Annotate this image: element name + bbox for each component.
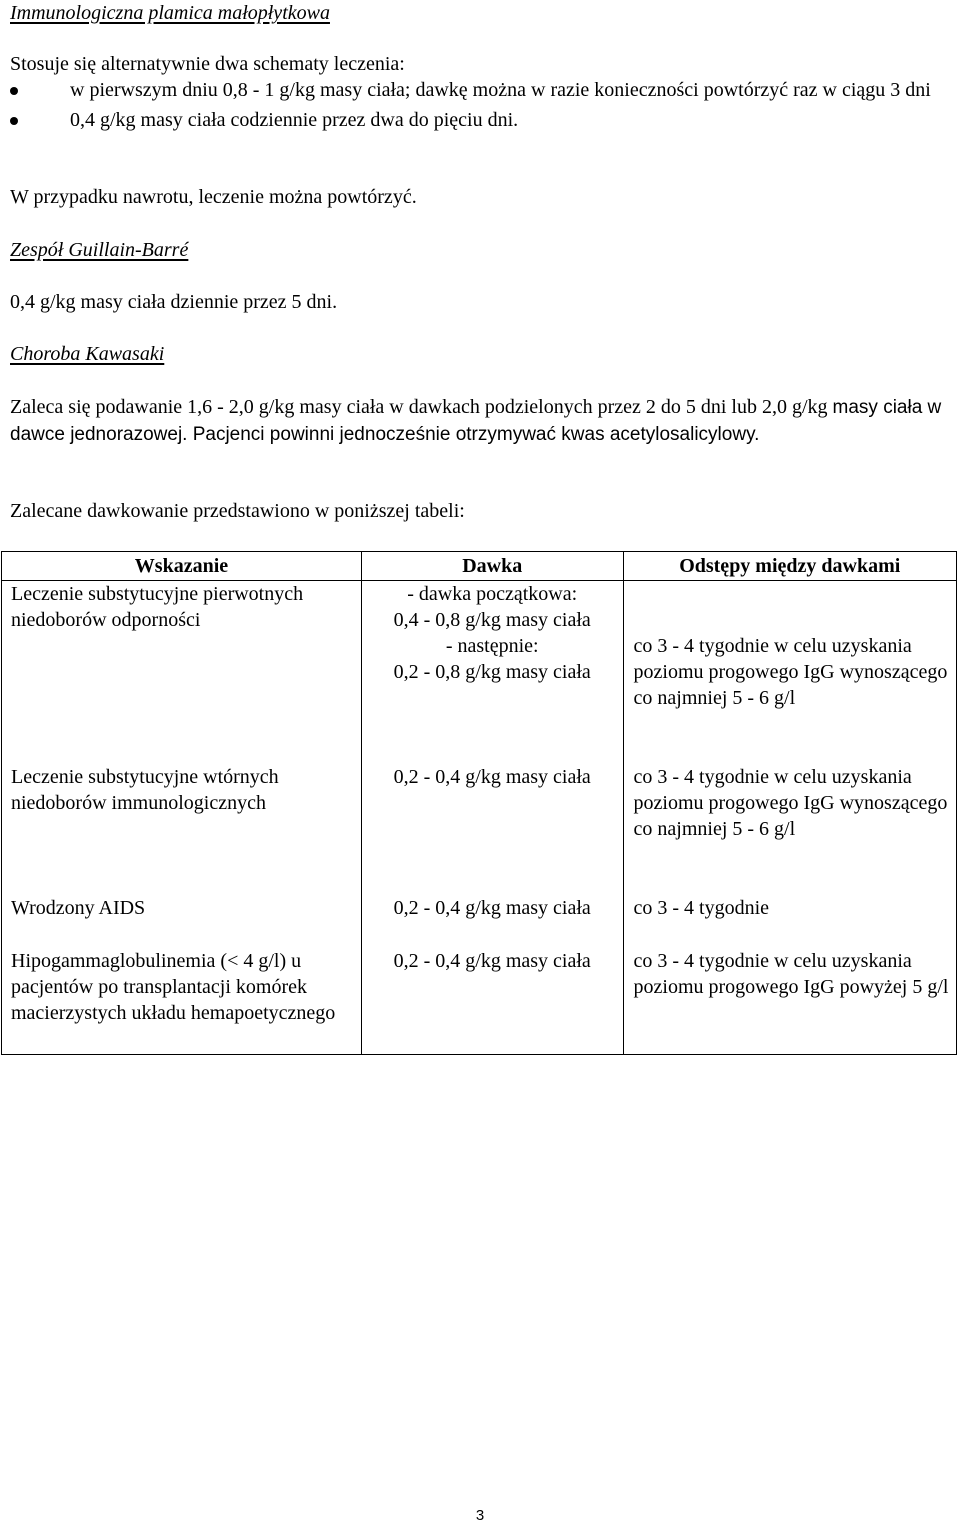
column-header-indication: Wskazanie xyxy=(2,552,362,581)
table-row xyxy=(2,895,957,948)
interval-cell: co 3 - 4 tygodnie w celu uzyskania poziomu progowego IgG powyżej 5 g/l xyxy=(623,948,956,1055)
bullet-icon xyxy=(10,117,18,125)
bullet-icon xyxy=(10,87,18,95)
page-number: 3 xyxy=(475,1507,485,1524)
indication-cell: Hipogammaglobulinemia (< 4 g/l) u pacjentów po transplantacji komórek macierzystych układu hemapoetycznego xyxy=(2,948,362,1055)
dose-line: 0,2 - 0,8 g/kg masy ciała xyxy=(393,661,591,683)
dosage-table xyxy=(1,551,957,1055)
dose-cell: 0,2 - 0,4 g/kg masy ciała xyxy=(361,948,623,1055)
kawasaki-text-part1: Zaleca się podawanie 1,6 - 2,0 g/kg masy ciała w dawkach podzielonych przez 2 do 5 dni lub 2,0 g/kg xyxy=(10,396,828,418)
treatment-intro: Stosuje się alternatywnie dwa schematy leczenia: xyxy=(10,53,405,75)
interval-cell: co 3 - 4 tygodnie xyxy=(623,895,956,948)
indication-cell: Wrodzony AIDS xyxy=(2,895,362,948)
table-intro: Zalecane dawkowanie przedstawiono w poniższej tabeli: xyxy=(10,500,465,522)
section-heading-itp: Immunologiczna plamica małopłytkowa xyxy=(10,2,330,24)
kawasaki-text-part2: masy ciała w dawce jednorazowej. Pacjenci powinni jednocześnie otrzymywać kwas acetylosalicylowy. xyxy=(10,397,942,445)
table-header-row xyxy=(2,552,957,581)
list-item xyxy=(10,107,950,133)
kawasaki-dosage-text xyxy=(10,394,955,448)
treatment-schemes-list xyxy=(10,77,950,133)
dose-line: - dawka początkowa: xyxy=(407,583,578,605)
section-heading-kawasaki: Choroba Kawasaki xyxy=(10,343,165,365)
indication-cell: Leczenie substytucyjne pierwotnych niedoborów odporności xyxy=(2,581,362,765)
dose-cell: 0,2 - 0,4 g/kg masy ciała xyxy=(361,764,623,895)
relapse-note: W przypadku nawrotu, leczenie można powtórzyć. xyxy=(10,186,417,208)
section-heading-gbs: Zespół Guillain-Barré xyxy=(10,239,189,261)
interval-cell: co 3 - 4 tygodnie w celu uzyskania poziomu progowego IgG wynoszącego co najmniej 5 - 6 g/l xyxy=(623,764,956,895)
table-row xyxy=(2,581,957,765)
gbs-dosage-text: 0,4 g/kg masy ciała dziennie przez 5 dni. xyxy=(10,291,338,313)
list-item-text: w pierwszym dniu 0,8 - 1 g/kg masy ciała; dawkę można w razie konieczności powtórzyć raz w ciągu 3 dni xyxy=(70,79,931,101)
list-item-text: 0,4 g/kg masy ciała codziennie przez dwa do pięciu dni. xyxy=(70,109,519,131)
table-row xyxy=(2,764,957,895)
table-row xyxy=(2,948,957,1055)
column-header-interval: Odstępy między dawkami xyxy=(623,552,956,581)
list-item xyxy=(10,77,950,103)
dose-line: - następnie: xyxy=(445,635,539,657)
dose-cell xyxy=(361,581,623,765)
column-header-dose: Dawka xyxy=(361,552,623,581)
interval-cell: co 3 - 4 tygodnie w celu uzyskania poziomu progowego IgG wynoszącego co najmniej 5 - 6 g/l xyxy=(623,581,956,765)
dose-cell: 0,2 - 0,4 g/kg masy ciała xyxy=(361,895,623,948)
indication-cell: Leczenie substytucyjne wtórnych niedoborów immunologicznych xyxy=(2,764,362,895)
dose-line: 0,4 - 0,8 g/kg masy ciała xyxy=(393,609,591,631)
